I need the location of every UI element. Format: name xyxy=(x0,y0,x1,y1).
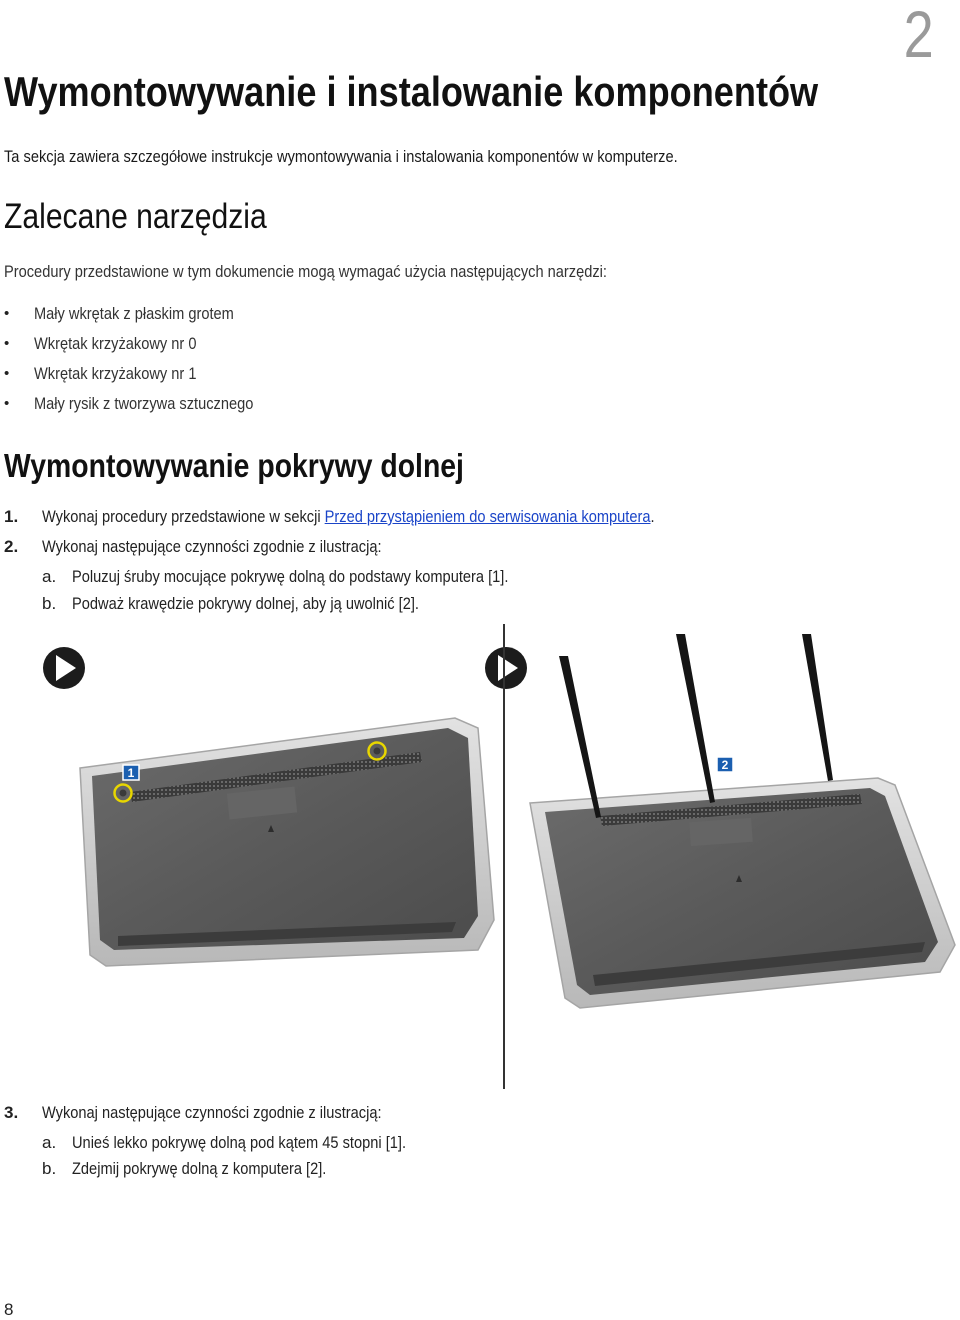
tools-intro: Procedury przedstawione w tym dokumencie mogą wymagać użycia następujących narzędzi: xyxy=(4,262,607,281)
substep-label: a. xyxy=(42,567,57,586)
play-arrow-icon xyxy=(485,647,527,689)
removal-heading: Wymontowywanie pokrywy dolnej xyxy=(4,447,464,484)
substep-label: a. xyxy=(42,1133,57,1152)
laptop-left-image xyxy=(80,718,494,966)
play-arrow-icon xyxy=(43,647,85,689)
substep-label: b. xyxy=(42,594,57,613)
step-number: 1. xyxy=(4,507,19,526)
chapter-intro: Ta sekcja zawiera szczegółowe instrukcje wymontowywania i instalowania komponentów w komputerze. xyxy=(4,147,678,166)
bullet-icon: • xyxy=(4,365,10,382)
list-item: • Wkrętak krzyżakowy nr 1 xyxy=(4,364,197,383)
bullet-icon: • xyxy=(4,335,10,352)
laptop-right-image xyxy=(530,634,955,1008)
chapter-number: 2 xyxy=(903,0,934,71)
bullet-icon: • xyxy=(4,395,10,412)
illustration-divider xyxy=(503,624,505,1089)
bullet-icon: • xyxy=(4,305,10,322)
substep-label: b. xyxy=(42,1159,57,1178)
list-item: • Wkrętak krzyżakowy nr 0 xyxy=(4,334,197,353)
chapter-title: Wymontowywanie i instalowanie komponentów xyxy=(4,68,819,115)
tools-list xyxy=(4,303,289,423)
step-number: 3. xyxy=(4,1103,19,1122)
step-number: 2. xyxy=(4,537,19,556)
illustration xyxy=(0,620,960,1090)
tools-heading: Zalecane narzędzia xyxy=(4,197,267,236)
callout-2-badge xyxy=(717,757,733,772)
callout-1-label: 1 xyxy=(127,766,135,780)
callout-1-badge xyxy=(123,765,139,780)
list-item: • Mały rysik z tworzywa sztucznego xyxy=(4,394,254,413)
callout-2-label: 2 xyxy=(721,758,729,772)
before-working-link[interactable]: Przed przystąpieniem do serwisowania komputera xyxy=(324,507,651,526)
list-item: • Mały wkrętak z płaskim grotem xyxy=(4,304,234,323)
page-number: 8 xyxy=(4,1300,14,1319)
